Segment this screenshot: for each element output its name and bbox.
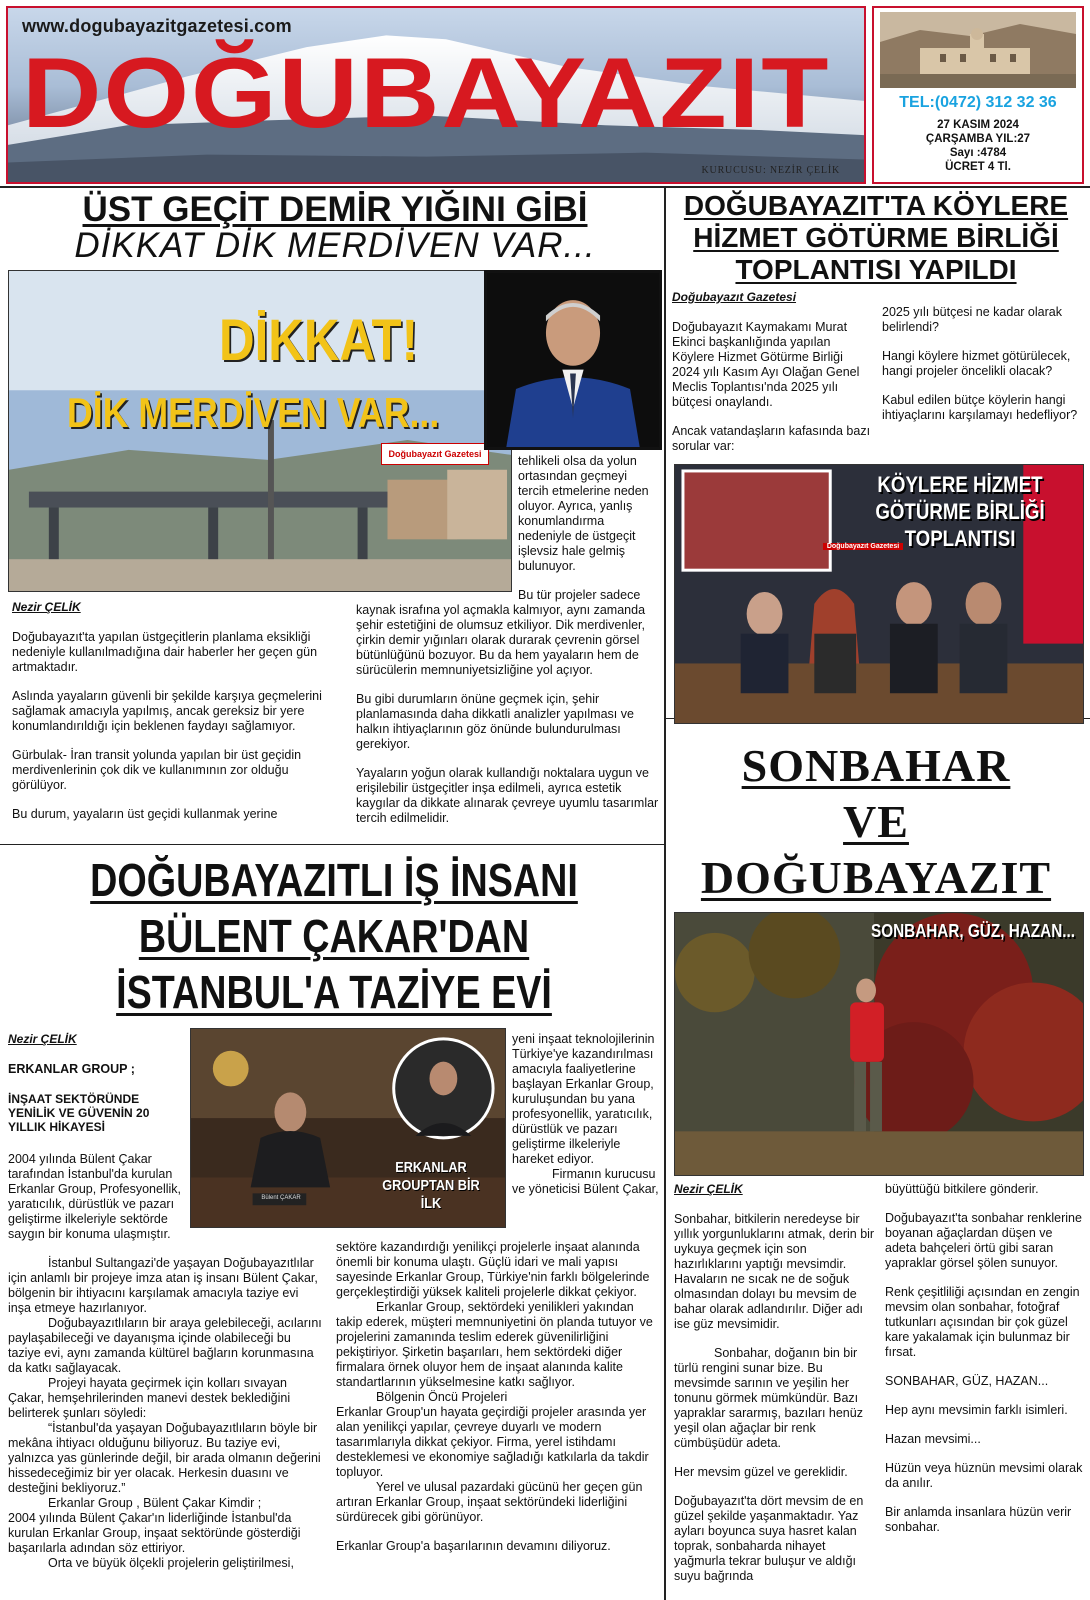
- article4-left-column: [8, 1256, 322, 1571]
- article2-image-caption: KÖYLERE HİZMET GÖTÜRME BİRLİĞİ TOPLANTISI: [875, 472, 1045, 551]
- phone-number: TEL:(0472) 312 32 36: [899, 94, 1057, 111]
- article4-left-paragraph: Orta ve büyük ölçekli projelerin geliştirilmesi,: [48, 1556, 294, 1570]
- article4-bulent-cakar-photo: [190, 1028, 506, 1228]
- article1-right-column: [356, 603, 660, 826]
- issue-number: Sayı :4784: [949, 147, 1007, 159]
- article4-image-nameplate: Bülent ÇAKAR: [261, 1195, 301, 1201]
- article3-left-paragraph: Sonbahar, doğanın bin bir türlü rengini sunar bize. Bu mevsimde sarının ve yeşilin her tonunu görmek mümkündür. Bazı yapraklar sararmış, bazıları henüz yeşil olan ağaçlar bir renk cümbüşüdür adeta.: [674, 1346, 863, 1450]
- article4-left-paragraph: 2004 yılında Bülent Çakar'ın liderliğinde İstanbul'da kurulan Erkanlar Group, inşaat sektöründe gösterdiği başarılarla adından söz ettiriyor.: [8, 1511, 301, 1555]
- article3-title-line2: VE: [843, 796, 909, 847]
- article1-headline: [10, 192, 660, 264]
- article4-left-paragraph: Erkanlar Group , Bülent Çakar Kimdir ;: [48, 1496, 262, 1510]
- article1-narrow-column: [518, 454, 660, 603]
- article4-left-paragraph: “İstanbul'da yaşayan Doğubayazıtlıların böyle bir mekâna ihtiyacı olduğunu biliyoruz. Bu taziye evi, yalnızca yas günlerinde değil, bir arada olmanın değerini hissedeceğimiz bir yer olacak. Herkesin duasını ve desteğini bekliyoruz.”: [8, 1421, 321, 1495]
- article4-author: Nezir ÇELİK: [8, 1032, 77, 1046]
- article2-left-paragraph: Ancak vatandaşların kafasında bazı sorular var:: [672, 424, 871, 453]
- issue-meta: [874, 118, 1082, 174]
- newspaper-title: DOĞUBAYAZIT: [22, 37, 831, 149]
- portrait-graphic: [487, 273, 659, 447]
- article1-overpass-photo: [8, 270, 512, 592]
- left-section-divider: [0, 844, 664, 845]
- author-portrait-photo: [484, 270, 662, 450]
- article4-narrow-paragraph: Firmanın kurucusu ve yöneticisi Bülent Çakar,: [512, 1167, 659, 1196]
- article2-right-column: [882, 305, 1082, 423]
- article4-subkicker: İNŞAAT SEKTÖRÜNDE YENİLİK VE GÜVENİN 20 YILLIK HİKAYESİ: [8, 1092, 150, 1134]
- article1-narrow-paragraph: Bu tür projeler sadece: [518, 588, 641, 602]
- masthead-banner: [6, 6, 866, 184]
- article4-right-paragraph: Erkanlar Group'a başarılarının devamını diliyoruz.: [336, 1539, 611, 1553]
- issue-info-box: [872, 6, 1084, 184]
- article4-narrow-column: [512, 1032, 660, 1197]
- column-divider: [664, 186, 666, 1600]
- article4-left-paragraph: Doğubayazıtlıların bir araya gelebileceği, acılarını paylaşabileceği ve dayanışma içinde olabileceği bu taziye evi, aynı zamanda kültürel bağların korunmasına da katkı sağlayacak.: [8, 1316, 322, 1375]
- article3-right-column: [885, 1182, 1085, 1535]
- article1-left-paragraph: Gürbulak- İran transit yolunda yapılan bir üst geçidin merdivenlerinin çok dik ve kullanımının zor olduğu görülüyor.: [12, 748, 302, 792]
- article4-narrow-paragraph: yeni inşaat teknolojilerinin Türkiye'ye kazandırılması amacıyla faaliyetlerine başlayan Erkanlar Group, kuruluşundan bu yana profesyonellik, yaratıcılık, dürüstlük ve pazarı geliştirme ilkeleriyle hareket ediyor.: [512, 1032, 655, 1166]
- issue-price: ÜCRET 4 Tl.: [945, 161, 1011, 173]
- article3-headline: [668, 738, 1084, 906]
- article3-autumn-photo: [674, 912, 1084, 1176]
- article2-right-paragraph: 2025 yılı bütçesi ne kadar olarak belirlendi?: [882, 305, 1062, 334]
- article4-right-paragraph: Yerel ve ulusal pazardaki gücünü her geçen gün artıran Erkanlar Group, inşaat sektöründeki liderliğini sürdürecek gibi görünüyor.: [336, 1480, 643, 1524]
- article4-title-line3: İSTANBUL'A TAZİYE EVİ: [116, 966, 552, 1018]
- article3-right-paragraph: SONBAHAR, GÜZ, HAZAN...: [885, 1374, 1049, 1388]
- article1-right-paragraph: Bu gibi durumların önüne geçmek için, şehir planlamasında daha dikkatli analizler yapılması ve halkın ihtiyaçlarının göz önünde bulundurulması gerekiyor.: [356, 692, 634, 751]
- article3-left-column: [674, 1212, 878, 1584]
- ishak-pasha-palace-photo: [880, 12, 1076, 88]
- article2-left-paragraph: Doğubayazıt Kaymakamı Murat Ekinci başkanlığında yapılan Köylere Hizmet Götürme Birliği 2024 yılı Kasım Ayı Olağan Genel Meclis Toplantısı'nda 2025 yılı bütçesi onaylandı.: [672, 320, 860, 409]
- article4-subheading: Bölgenin Öncü Projeleri: [376, 1390, 508, 1404]
- article3-right-paragraph: Doğubayazıt'ta sonbahar renklerine boyanan ağaçlardan düşen ve adeta bahçeleri örtü gibi saran yapraklar görsel şölen sunuyor.: [885, 1211, 1082, 1270]
- autumn-scene-graphic: [675, 913, 1083, 1175]
- article1-right-paragraph: kaynak israfına yol açmakla kalmıyor, aynı zamanda şehir estetiğini de olumsuz etkiliyor. Dik merdivenler, çirkin demir yığınları olarak durarak çevrenin görsel bütünlüğünü bozuyor. Bu da hem yayaların hem de sürücülerin memnuniyetsizliğine yol açıyor.: [356, 603, 646, 677]
- article4-right-paragraph: Erkanlar Group, sektördeki yenilikleri yakından takip ederek, müşteri memnuniyetini ön planda tutuyor ve projelerini zamanında teslim ederek güvenilirliğini pekiştiriyor. Şirketin başarıları, hem sektördeki diğer firmalara örnek oluyor hem de inşaat alanında kalite standartlarının yükselmesine katkı sağlıyor.: [336, 1300, 653, 1389]
- article1-right-paragraph: Yayaların yoğun olarak kullandığı noktalara uygun ve erişilebilir üstgeçitler inşa edilmeli, ayrıca estetik kaygılar da dikkate alınarak çevreye uyumlu tasarımlar tercih edilmelidir.: [356, 766, 659, 825]
- article4-right-paragraph: Erkanlar Group'un hayata geçirdiği projeler arasında yer alan yenilikçi yapılar, çevreye duyarlı ve modern tasarımlarıyla dikkat çekiyor. Firma, yerel istihdamı desteklemesi ve ekonomiye sağladığı katkılarla da takdir topluyor.: [336, 1405, 649, 1479]
- article2-right-paragraph: Kabul edilen bütçe köylerin hangi ihtiyaçlarını karşılamayı hedefliyor?: [882, 393, 1078, 422]
- article4-right-column: [336, 1240, 660, 1554]
- article2-left-column: [672, 320, 872, 454]
- article4-left-top: 2004 yılında Bülent Çakar tarafından İstanbul'da kurulan Erkanlar Group, Profesyonellik, yaratıcılık, dürüstlük ve pazarı geliştirme ilkeleriyle sektörde saygın bir konuma ulaşmıştır.: [8, 1152, 181, 1241]
- article1-left-paragraph: Doğubayazıt'ta yapılan üstgeçitlerin planlama eksikliği nedeniyle kullanılmadığına dair haberler her geçen gün artmaktadır.: [12, 630, 318, 674]
- article3-author: Nezir ÇELİK: [674, 1182, 743, 1196]
- founder-credit: KURUCUSU: NEZİR ÇELİK: [701, 165, 840, 176]
- article4-left-paragraph: Projeyi hayata geçirmek için kolları sıvayan Çakar, hemşehrilerinden manevi destek beklediğini belirterek şunları söyledi:: [8, 1376, 291, 1420]
- issue-day-year: ÇARŞAMBA YIL:27: [925, 133, 1031, 145]
- article3-right-paragraph: Hüzün veya hüznün mevsimi olarak da anılır.: [885, 1461, 1083, 1490]
- article3-right-paragraph: Hep aynı mevsimin farklı isimleri.: [885, 1403, 1068, 1417]
- article4-kicker: ERKANLAR GROUP ;: [8, 1062, 135, 1076]
- article2-headline: DOĞUBAYAZIT'TA KÖYLERE HİZMET GÖTÜRME BİRLİĞİ TOPLANTISI YAPILDI: [683, 190, 1069, 285]
- article3-title-line1: SONBAHAR: [741, 740, 1011, 791]
- article1-title-line2: DİKKAT DİK MERDİVEN VAR...: [74, 226, 596, 265]
- article2-author: Doğubayazıt Gazetesi: [672, 290, 797, 304]
- article1-left-column: [12, 630, 322, 822]
- article1-image-logo: Doğubayazıt Gazetesi: [381, 443, 489, 465]
- article3-right-paragraph: Renk çeşitliliği açısından en zengin mevsim olan sonbahar, fotoğraf tutkunları açısından bir çok güzel kare yakalamak için bulunmaz bir fırsat.: [885, 1285, 1080, 1359]
- article3-left-paragraph: Sonbahar, bitkilerin neredeyse bir yıllık yorgunluklarını atmak, derin bir uykuya geçmek için son hazırlıklarını yaptığı mevsimdir. Havaların ne sıcak ne de soğuk olmasından dolayı bu mevsim de bahar olarak adlandırılır. Diğer adı ise güz mevsimidir.: [674, 1212, 875, 1331]
- article3-image-caption: SONBAHAR, GÜZ, HAZAN...: [871, 921, 1075, 941]
- article2-image-logo: Doğubayazıt Gazetesi: [823, 543, 903, 550]
- article3-left-paragraph: Doğubayazıt'ta dört mevsim de en güzel şekilde yaşanmaktadır. Yaz ayları boyunca suya hasret kalan toprak, sonbaharda nihayet yağmurla tekrar buluşur ve aldığı suyu bağrında: [674, 1494, 864, 1583]
- article3-title-line3: DOĞUBAYAZIT: [700, 852, 1052, 903]
- article4-title-line2: BÜLENT ÇAKAR'DAN: [138, 910, 530, 962]
- article3-right-paragraph: Bir anlamda insanlara hüzün verir sonbahar.: [885, 1505, 1072, 1534]
- header-divider: [0, 186, 1090, 188]
- article2-meeting-photo: [674, 464, 1084, 724]
- article3-right-paragraph: Hazan mevsimi...: [885, 1432, 981, 1446]
- article3-left-paragraph: Her mevsim güzel ve gereklidir.: [674, 1465, 848, 1479]
- article4-left-paragraph: İstanbul Sultangazi'de yaşayan Doğubayazıtlılar için anlamlı bir projeye imza atan iş insanı Bülent Çakar, bölgenin bir ihtiyacını karşılamak amacıyla taziye evi inşa etmeye hazırlanıyor.: [8, 1256, 318, 1315]
- website-url[interactable]: www.dogubayazitgazetesi.com: [22, 16, 292, 36]
- article2-right-paragraph: Hangi köylere hizmet götürülecek, hangi projeler öncelikli olacak?: [882, 349, 1071, 378]
- article1-left-paragraph: Aslında yayaların güvenli bir şekilde karşıya geçmelerini sağlamak amacıyla yapılmış, ancak gereksiz bir yere konumlandırıldığı için beklenen faydayı sağlamıyor.: [12, 689, 322, 733]
- article4-title-line1: DOĞUBAYAZITLI İŞ İNSANI: [90, 854, 578, 906]
- article3-right-paragraph: büyüttüğü bitkilere gönderir.: [885, 1182, 1039, 1196]
- article1-image-headline: DİKKAT!: [219, 308, 418, 373]
- issue-date: 27 KASIM 2024: [937, 119, 1019, 131]
- article4-image-caption: ERKANLAR GROUPTAN BİR İLK: [382, 1159, 480, 1212]
- article4-headline: [72, 852, 597, 1020]
- article1-author: Nezir ÇELİK: [12, 600, 81, 614]
- article1-left-paragraph: Bu durum, yayaların üst geçidi kullanmak yerine: [12, 807, 278, 821]
- article1-image-subheadline: DİK MERDİVEN VAR...: [67, 389, 440, 436]
- article4-right-paragraph: sektöre kazandırdığı yenilikçi projelerle inşaat alanında önemli bir konuma ulaştı. Güçlü idari ve mali yapısı sayesinde Erkanlar Group, Türkiye'nin farklı bölgelerinde gerçekleştirdiği yüksek kaliteli projelerle dikkat çekiyor.: [336, 1240, 650, 1299]
- article1-title-line1: ÜST GEÇİT DEMİR YIĞINI GİBİ: [82, 190, 588, 229]
- article1-narrow-paragraph: tehlikeli olsa da yolun ortasından geçmeyi tercih etmelerine neden oluyor. Ayrıca, yanlış konumlandırma nedeniyle de üstgeçit işlevsiz hale gelmiş bulunuyor.: [518, 454, 649, 573]
